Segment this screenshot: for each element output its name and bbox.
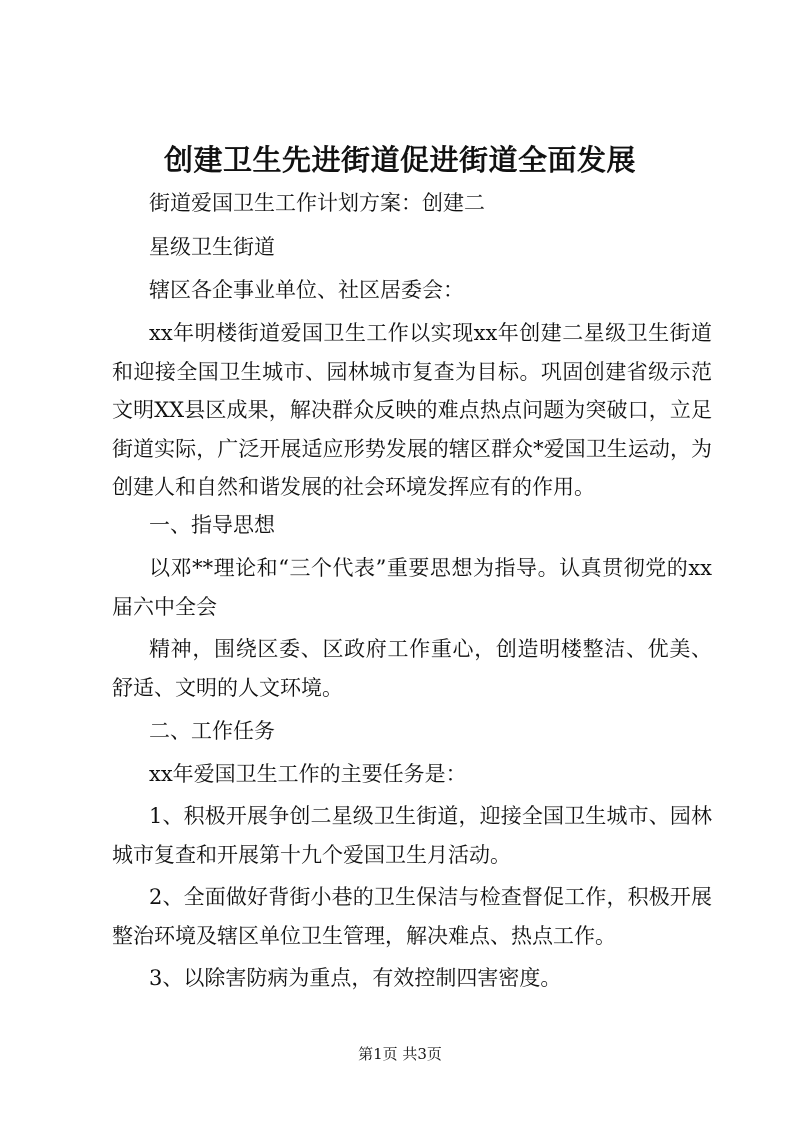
page-number-footer: 第1页 共3页 [358,1045,442,1063]
paragraph-main-tasks: xx年爱国卫生工作的主要任务是： [149,762,467,786]
list-item-task-3: 3、以除害防病为重点，有效控制四害密度。 [149,966,562,990]
section-heading-work-tasks: 二、工作任务 [149,719,275,743]
paragraph-spirit: 精神，围绕区委、区政府工作重心，创造明楼整洁、优美、舒适、文明的人文环境。 [112,637,712,700]
list-item-task-2: 2、全面做好背街小巷的卫生保洁与检查督促工作，积极开展整治环境及辖区单位卫生管理，解决难点、热点工作。 [112,885,712,948]
paragraph-plan-heading-1: 街道爱国卫生工作计划方案：创建二 [149,191,485,215]
paragraph-introduction: xx年明楼街道爱国卫生工作以实现xx年创建二星级卫生街道和迎接全国卫生城市、园林城市复查为目标。巩固创建省级示范文明XX县区成果，解决群众反映的难点热点问题为突破口，立足街道实际，广泛开展适应形势发展的辖区群众*爱国卫生运动，为创建人和自然和谐发展的社会环境发挥应有的作用。 [112,321,712,499]
paragraph-addressee: 辖区各企事业单位、社区居委会： [149,278,464,302]
paragraph-plan-heading-2: 星级卫生街道 [149,235,275,259]
list-item-task-1: 1、积极开展争创二星级卫生街道，迎接全国卫生城市、园林城市复查和开展第十九个爱国卫生月活动。 [112,804,712,867]
section-heading-guiding-ideology: 一、指导思想 [149,513,275,537]
paragraph-guidance: 以邓**理论和“三个代表”重要思想为指导。认真贯彻党的xx届六中全会 [112,556,712,619]
document-title: 创建卫生先进街道促进街道全面发展 [163,143,636,177]
